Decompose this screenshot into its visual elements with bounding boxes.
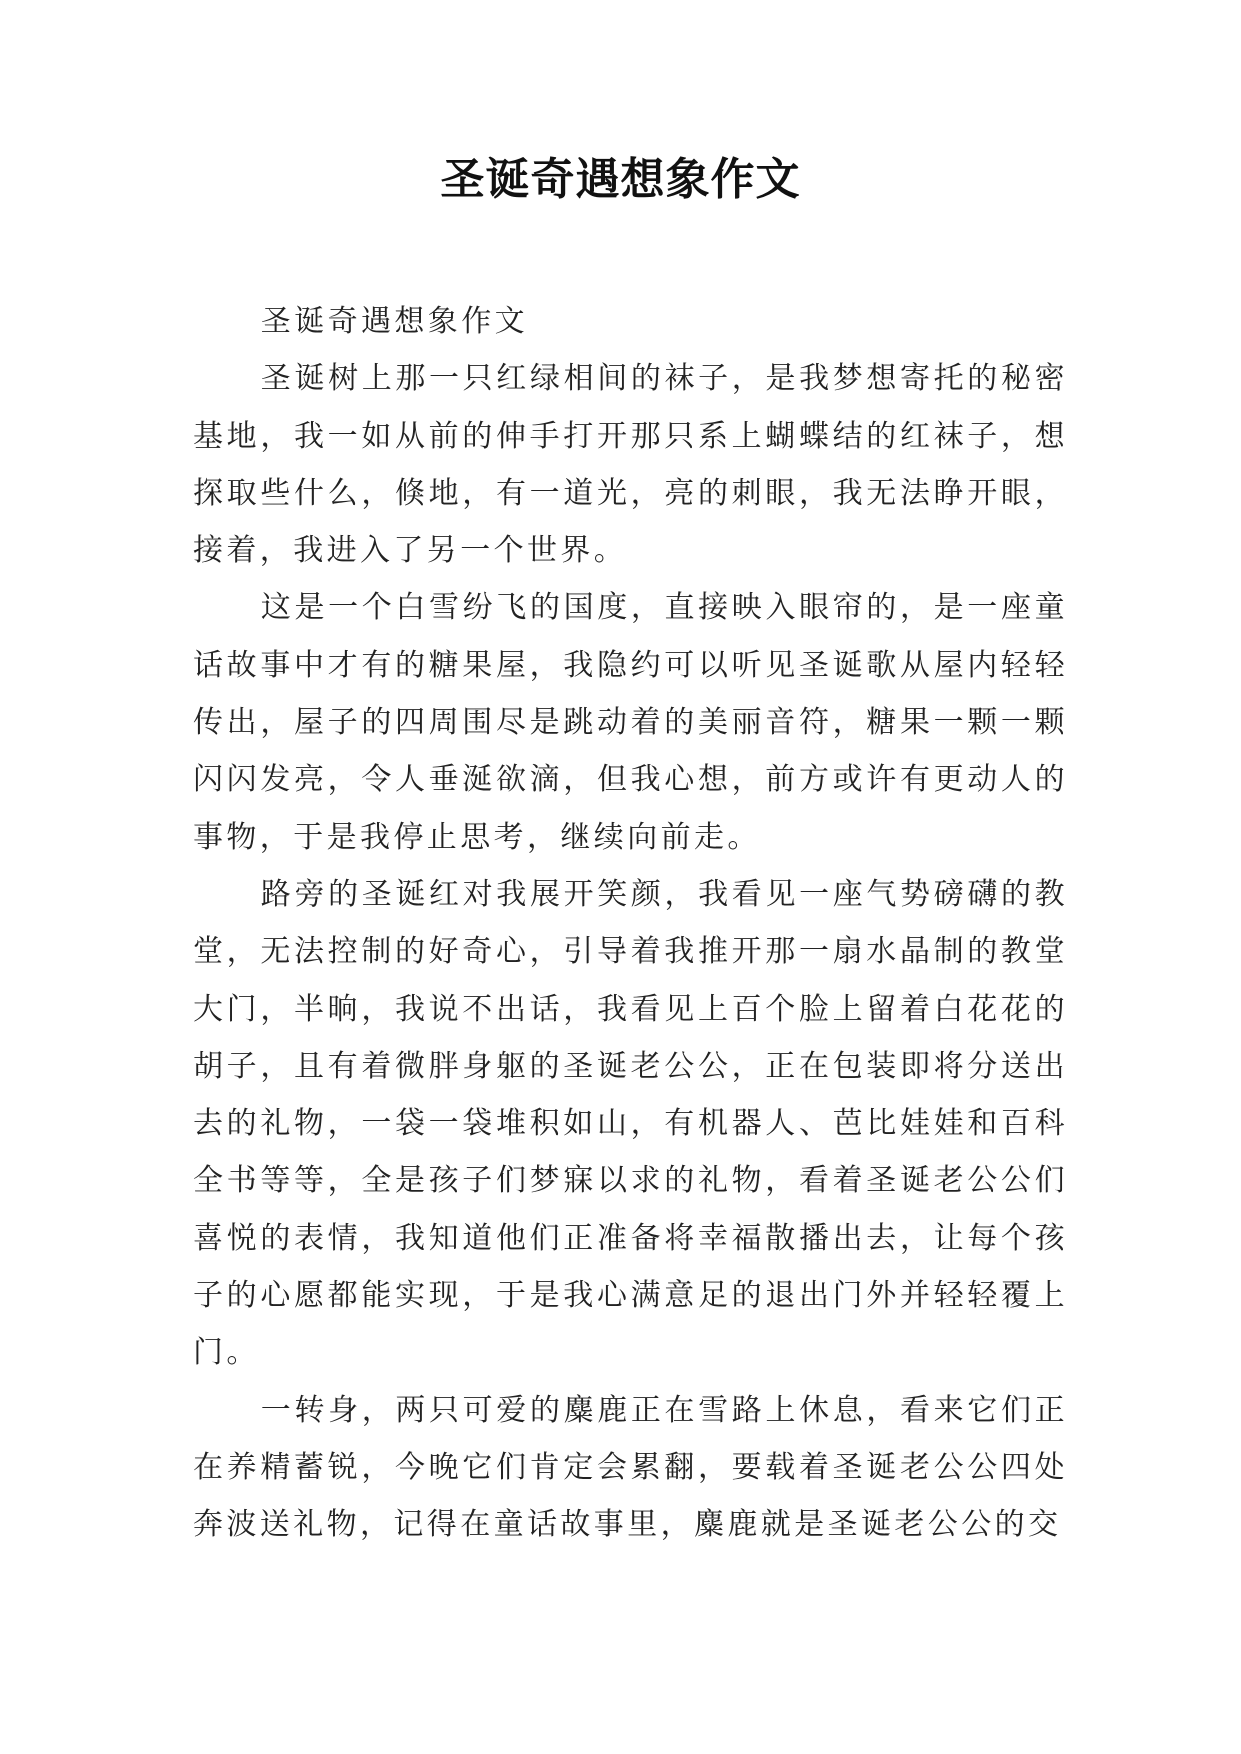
paragraph: 这是一个白雪纷飞的国度，直接映入眼帘的，是一座童话故事中才有的糖果屋，我隐约可以听见圣诞歌从屋内轻轻传出，屋子的四周围尽是跳动着的美丽音符，糖果一颗一颗闪闪发亮，令人垂涎欲滴，但我心想，前方或许有更动人的事物，于是我停止思考，继续向前走。: [193, 590, 1068, 855]
document-body: [193, 293, 1068, 1554]
paragraph: 圣诞树上那一只红绿相间的袜子，是我梦想寄托的秘密基地，我一如从前的伸手打开那只系上蝴蝶结的红袜子，想探取些什么，倏地，有一道光，亮的刺眼，我无法睁开眼，接着，我进入了另一个世界。: [193, 361, 1068, 569]
paragraph: 一转身，两只可爱的麋鹿正在雪路上休息，看来它们正在养精蓄锐，今晚它们肯定会累翻，要载着圣诞老公公四处奔波送礼物，记得在童话故事里，麋鹿就是圣诞老公公的交: [193, 1392, 1068, 1543]
document-title: 圣诞奇遇想象作文: [440, 154, 801, 205]
paragraph: 路旁的圣诞红对我展开笑颜，我看见一座气势磅礴的教堂，无法控制的好奇心，引导着我推开那一扇水晶制的教堂大门，半晌，我说不出话，我看见上百个脸上留着白花花的胡子，且有着微胖身躯的圣诞老公公，正在包装即将分送出去的礼物，一袋一袋堆积如山，有机器人、芭比娃娃和百科全书等等，全是孩子们梦寐以求的礼物，看着圣诞老公公们喜悦的表情，我知道他们正准备将幸福散播出去，让每个孩子的心愿都能实现，于是我心满意足的退出门外并轻轻覆上门。: [193, 876, 1068, 1371]
paragraph-heading: 圣诞奇遇想象作文: [260, 304, 528, 339]
